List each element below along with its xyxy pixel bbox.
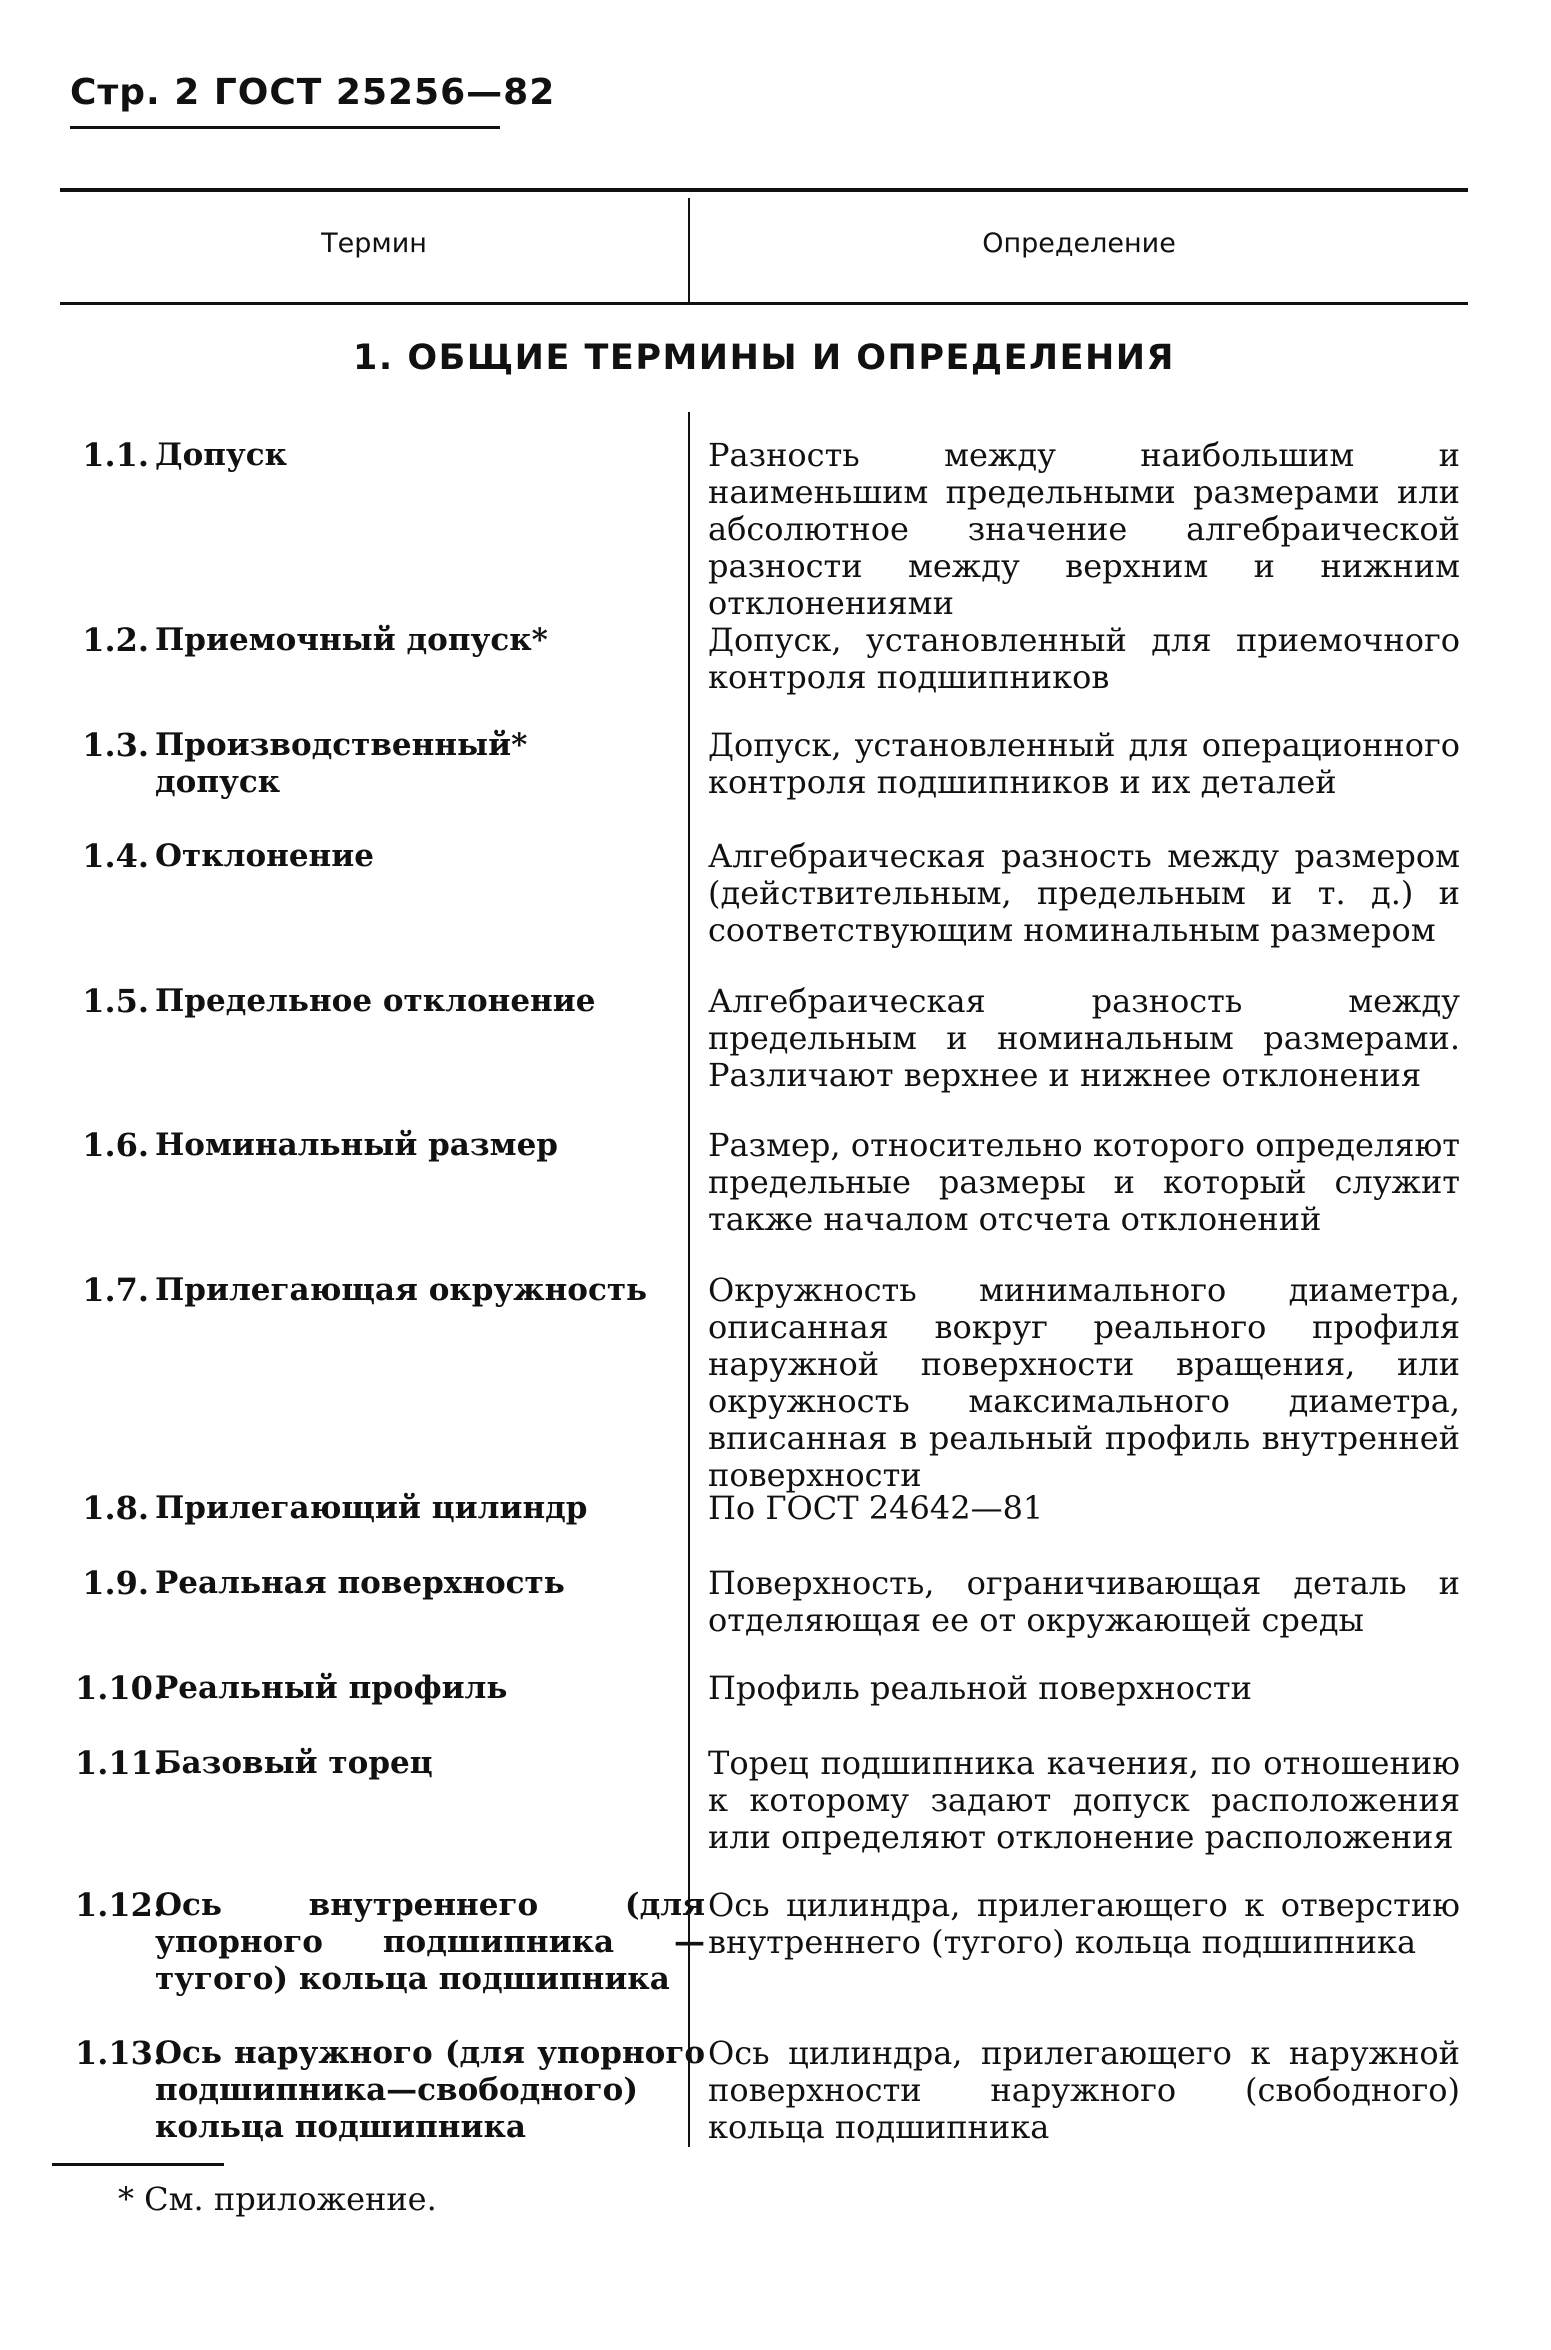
term-name: Прилегающий цилиндр [155,1490,588,1526]
term-number: 1.2. [82,621,149,659]
header-underline [70,126,500,129]
term-name: Реальная поверхность [155,1565,565,1601]
term-number: 1.3. [82,726,149,764]
term-definition: Размер, относительно которого определяют предельные размеры и который служит также началом отсчета отклонений [708,1126,1460,1238]
term-number: 1.7. [82,1271,149,1309]
term-definition: Ось цилиндра, прилегающего к наружной поверхности наружного (свободного) кольца подшипника [708,2034,1460,2146]
term-definition: Торец подшипника качения, по отношению к которому задают допуск расположения или определяют отклонение расположения [708,1744,1460,1856]
term-definition: Разность между наибольшим и наименьшим предельными размерами или абсолютное значение алгебраической разности между верхним и нижним отклонениями [708,436,1460,622]
term-name: Допуск [155,437,288,473]
term-definition: Окружность минимального диаметра, описанная вокруг реального профиля наружной поверхности вращения, или окружность максимального диаметра, вписанная в реальный профиль внутренней поверхности [708,1271,1460,1494]
term-definition: Допуск, установленный для приемочного контроля подшипников [708,621,1460,696]
table-top-rule [60,188,1468,192]
term-number: 1.13. [75,2034,165,2072]
term-definition: По ГОСТ 24642—81 [708,1489,1044,1527]
term-name: Базовый торец [155,1745,433,1781]
footnote-rule [52,2163,224,2166]
term-number: 1.12. [75,1886,165,1924]
term-number: 1.6. [82,1126,149,1164]
table-header-rule [60,302,1468,305]
term-number: 1.4. [82,837,149,875]
footnote: * См. приложение. [118,2180,437,2218]
term-name: Отклонение [155,838,374,874]
term-name: Ось внутреннего (для упорного подшипника — тугого) кольца подшипника [155,1887,705,1997]
term-number: 1.8. [82,1489,149,1527]
term-definition: Профиль реальной поверхности [708,1669,1252,1707]
term-definition: Алгебраическая разность между предельным и номинальным размерами. Различают верхнее и нижнее отклонения [708,982,1460,1094]
term-number: 1.5. [82,982,149,1020]
term-definition: Ось цилиндра, прилегающего к отверстию внутреннего (тугого) кольца подшипника [708,1886,1460,1961]
column-header-definition: Определение [982,228,1176,259]
term-name: Номинальный размер [155,1127,558,1163]
term-name: Реальный профиль [155,1670,508,1706]
page-header: Стр. 2 ГОСТ 25256—82 [70,72,556,113]
term-number: 1.1. [82,436,149,474]
term-definition: Алгебраическая разность между размером (действительным, предельным и т. д.) и соответствующим номинальным размером [708,837,1460,949]
column-header-term: Термин [321,228,427,259]
term-name: Приемочный допуск* [155,622,548,658]
term-name: Ось наружного (для упорного подшипника—свободного) кольца подшипника [155,2035,705,2145]
term-definition: Допуск, установленный для операционного контроля подшипников и их деталей [708,726,1460,801]
term-name: Производственный* допуск [155,727,528,800]
term-number: 1.11. [75,1744,165,1782]
term-number: 1.10. [75,1669,165,1707]
section-title: 1. ОБЩИЕ ТЕРМИНЫ И ОПРЕДЕЛЕНИЯ [352,338,1176,378]
term-definition: Поверхность, ограничивающая деталь и отделяющая ее от окружающей среды [708,1564,1460,1639]
term-name: Прилегающая окружность [155,1272,648,1308]
term-number: 1.9. [82,1564,149,1602]
term-name: Предельное отклонение [155,983,596,1019]
